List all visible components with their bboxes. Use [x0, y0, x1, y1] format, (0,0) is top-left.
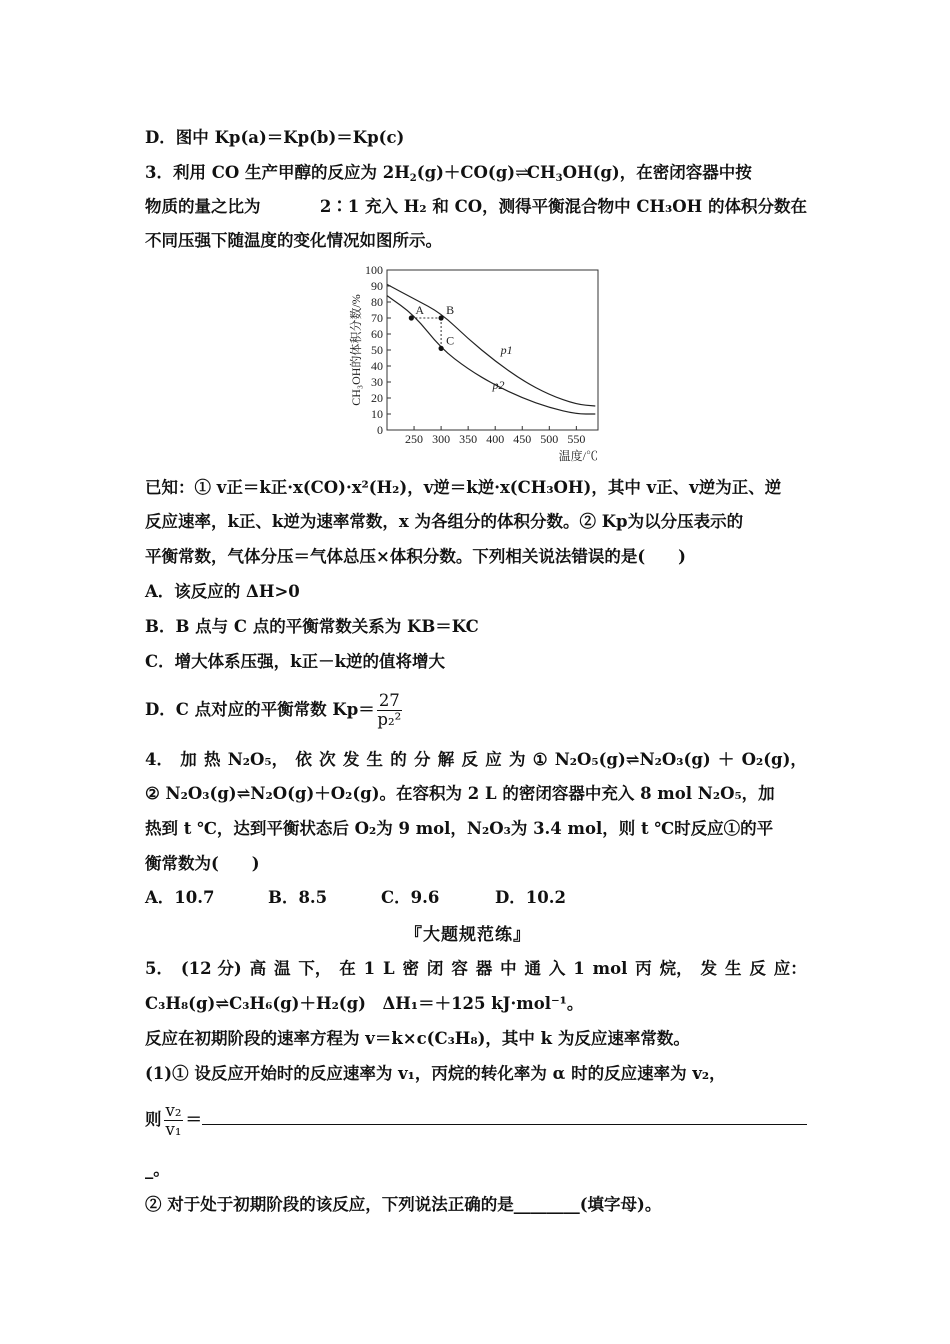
- q4-line1-token: ＋: [717, 750, 735, 769]
- q4-line1-token: 次: [319, 750, 336, 769]
- q4-line1-token: N₂O₅，: [227, 750, 289, 769]
- x-tick-label: 350: [459, 432, 478, 446]
- y-tick-label: 100: [365, 263, 383, 277]
- q4-line1-token: 反: [461, 750, 478, 769]
- q4-line3: 热到 t ℃，达到平衡状态后 O₂为 9 mol，N₂O₃为 3.4 mol，则 t ℃时反应①的平: [145, 819, 774, 838]
- q5-line1-token: 烷，: [659, 959, 693, 978]
- q4-option-d: D．10.2: [495, 888, 566, 907]
- point-C: [439, 346, 444, 351]
- q2-option-d-text: Kp(a)＝Kp(b)＝Kp(c): [214, 128, 405, 147]
- y-tick-label: 30: [371, 375, 383, 389]
- q4-line1-token: 分: [414, 750, 431, 769]
- q4-line1-token: 为: [508, 750, 526, 769]
- q5-line1-token: 温: [273, 959, 291, 978]
- q3-stem-1b: (g)＋CO(g): [416, 163, 516, 182]
- q3-stem-2a: 物质的量之比为: [145, 197, 261, 216]
- q3-option-b: B．B 点与 C 点的平衡常数关系为 KB＝KC: [145, 617, 479, 636]
- q2-option-d: [145, 126, 404, 150]
- q3-stem-line2: [145, 195, 807, 219]
- q3-stem-1a: 利用 CO 生产甲醇的反应为 2H: [172, 163, 410, 182]
- q4-line1-token: 发: [342, 750, 360, 769]
- q4-line1-token: 生: [366, 750, 384, 769]
- q5-line1-token: 容: [451, 959, 468, 978]
- q3-option-a: A．该反应的 ΔH>0: [145, 582, 300, 601]
- y-tick-label: 60: [371, 327, 383, 341]
- y-tick-label: 40: [371, 359, 383, 373]
- q5-line1-token: 发: [700, 959, 718, 978]
- q3-option-d-fraction: [377, 692, 402, 729]
- q4-line1-token: 加: [180, 750, 197, 769]
- q5-line1-token: L: [383, 959, 395, 978]
- q5-line1-token: 1: [573, 959, 585, 978]
- x-tick-label: 550: [567, 432, 586, 446]
- y-tick-label: 90: [371, 279, 383, 293]
- q3-option-d: [145, 690, 404, 730]
- q5-line1: [145, 957, 807, 981]
- y-tick-label: 0: [377, 423, 383, 437]
- q4-line1-token: 热: [203, 750, 221, 769]
- q5-line1-token: 丙: [635, 959, 652, 978]
- point-label-B: B: [446, 303, 455, 317]
- series-label-p2: p2: [492, 378, 505, 393]
- y-tick-label: 70: [371, 311, 383, 325]
- q5-ratio-line: [145, 1100, 807, 1140]
- q4-line1-token: O₂(g)，: [741, 750, 807, 769]
- series-label-p1: p1: [500, 343, 513, 357]
- fraction-denominator: v₁: [165, 1120, 182, 1139]
- q5-line1-token: 5．: [145, 959, 173, 978]
- q4-line1: [145, 748, 807, 772]
- x-tick-label: 400: [486, 432, 505, 446]
- fraction-numerator: 27: [378, 691, 400, 710]
- q5-ratio-fraction: [164, 1102, 184, 1139]
- q4-line1-token: N₂O₅(g)⇌N₂O₃(g): [554, 750, 711, 769]
- section-title: 『大题规范练』: [405, 925, 531, 945]
- q4-line1-token: 应: [485, 750, 502, 769]
- q3-stem-1c: CH: [526, 163, 556, 182]
- q4-line2: ② N₂O₃(g)⇌N₂O(g)＋O₂(g)。在容积为 2 L 的密闭容器中充入 8 mol N₂O₅，加: [145, 784, 775, 803]
- x-tick-label: 300: [432, 432, 451, 446]
- q5-line2: C₃H₈(g)⇌C₃H₆(g)＋H₂(g) ΔH₁＝＋125 kJ·mol⁻¹。: [145, 994, 584, 1013]
- q5-line1-token: 在: [339, 959, 356, 978]
- q3-stem-line1: 3．利用 CO 生产甲醇的反应为 $2H_2(g)+CO(g)\rightleftharpoons CH_3OH(g)$，在密闭容器中按: [145, 163, 752, 184]
- q4-line1-token: ①: [532, 750, 548, 769]
- q5-ratio-prefix: 则: [145, 1110, 162, 1129]
- point-B: [439, 315, 444, 320]
- q5-line1-token: 应：: [773, 959, 807, 978]
- x-axis-label: 温度/℃: [558, 449, 598, 463]
- q5-line1-token: 中: [500, 959, 517, 978]
- q5-line1-token: 高: [249, 959, 267, 978]
- q5-line1-token: 入: [548, 959, 566, 978]
- point-label-C: C: [446, 333, 455, 348]
- q5-line6: _。: [145, 1160, 170, 1179]
- q4-option-a: A．10.7: [145, 888, 215, 907]
- q3-stem-2b: 2∶1 充入 H₂ 和 CO，测得平衡混合物中 CH₃OH 的体积分数在: [319, 197, 807, 216]
- q3-known-line2: 反应速率，k正、k逆为速率常数，x 为各组分的体积分数。② Kp为以分压表示的: [145, 512, 744, 531]
- q5-line1-token: 生: [724, 959, 742, 978]
- q5-line7: ② 对于处于初期阶段的该反应，下列说法正确的是________(填字母)。: [145, 1195, 662, 1214]
- q5-line1-token: 闭: [426, 959, 444, 978]
- q5-line1-token: mol: [592, 959, 628, 978]
- q4-option-c: C．9.6: [381, 888, 440, 907]
- y-tick-label: 10: [371, 407, 383, 421]
- q4-line4: 衡常数为( ): [145, 854, 260, 873]
- x-tick-label: 500: [540, 432, 559, 446]
- q5-line1-token: 通: [524, 959, 541, 978]
- q3-option-c: C．增大体系压强，k正－k逆的值将增大: [145, 652, 445, 671]
- q5-line4: (1)① 设反应开始时的反应速率为 v₁，丙烷的转化率为 α 时的反应速率为 v₂，: [145, 1064, 726, 1083]
- q5-line3: 反应在初期阶段的速率方程为 v＝k×c(C₃H₈)，其中 k 为反应速率常数。: [145, 1029, 690, 1048]
- plot-frame: [387, 270, 598, 430]
- fraction-numerator: v₂: [165, 1101, 182, 1120]
- q5-line1-token: 密: [402, 959, 420, 978]
- answer-blank[interactable]: [202, 1108, 807, 1125]
- q5-line1-token: 器: [475, 959, 493, 978]
- q3-number: 3．: [145, 163, 173, 182]
- x-tick-label: 250: [405, 432, 424, 446]
- y-tick-label: 20: [371, 391, 383, 405]
- q5-line1-token: 反: [749, 959, 766, 978]
- q4-line1-token: 依: [295, 750, 312, 769]
- q4-option-b: B．8.5: [268, 888, 328, 907]
- q3-known-line3: 平衡常数，气体分压＝气体总压×体积分数。下列相关说法错误的是( ): [145, 547, 686, 566]
- q5-line1-token: (12 分): [180, 959, 242, 978]
- q4-line1-token: 解: [437, 750, 455, 769]
- y-tick-label: 80: [371, 295, 383, 309]
- q3-stem-line3: 不同压强下随温度的变化情况如图所示。: [145, 231, 442, 250]
- fraction-denominator: p₂²: [377, 710, 402, 729]
- y-axis-label: CH₃OH的体积分数/%: [349, 294, 363, 406]
- q2-option-d-label: D．图中: [145, 128, 209, 147]
- methanol-fraction-chart: [340, 260, 610, 468]
- point-A: [409, 315, 414, 320]
- q4-line1-token: 的: [390, 750, 407, 769]
- y-tick-label: 50: [371, 343, 383, 357]
- q4-line1-token: 4．: [145, 750, 173, 769]
- q3-known-line1: 已知：① v正＝k正·x(CO)·x²(H₂)，v逆＝k逆·x(CH₃OH)，其中 v正、v逆为正、逆: [145, 478, 782, 497]
- q3-option-d-prefix: D．C 点对应的平衡常数 Kp＝: [145, 700, 375, 719]
- point-label-A: A: [415, 303, 425, 317]
- q5-line1-token: 下，: [298, 959, 332, 978]
- q3-stem-1d: OH(g)，在密闭容器中按: [562, 163, 752, 182]
- q5-line1-token: 1: [363, 959, 376, 978]
- q5-ratio-equals: ＝: [185, 1110, 202, 1129]
- x-tick-label: 450: [513, 432, 532, 446]
- equilibrium-arrow-icon: ⇌: [515, 163, 527, 182]
